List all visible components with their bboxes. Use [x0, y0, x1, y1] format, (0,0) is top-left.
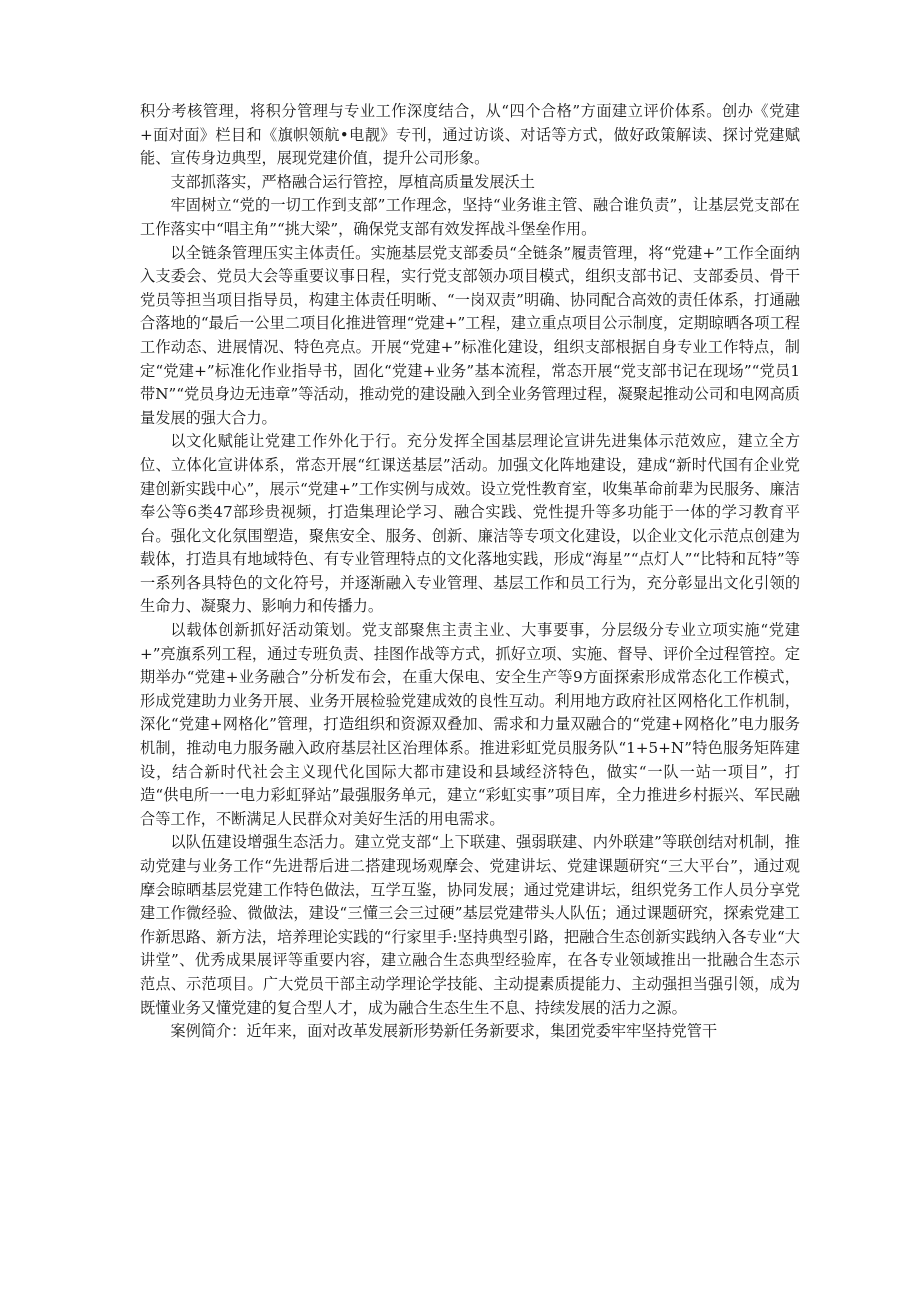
- paragraph-carrier-innovation: 以载体创新抓好活动策划。党支部聚焦主责主业、大事要事，分层级分专业立项实施“党建+”亮旗系列工程，通过专班负责、挂图作战等方式，抓好立项、实施、督导、评价全过程管控。定期举办“党建+业务融合”分析发布会，在重大保电、安全生产等9方面探索形成常态化工作模式，形成党建助力业务开展、业务开展检验党建成效的良性互动。利用地方政府社区网格化工作机制，深化“党建+网格化”管理，打造组织和资源双叠加、需求和力量双融合的“党建+网格化”电力服务机制，推动电力服务融入政府基层社区治理体系。推进彩虹党员服务队“1+5+N”特色服务矩阵建设，结合新时代社会主义现代化国际大都市建设和县域经济特色，做实“一队一站一项目”，打造“供电所一一电力彩虹驿站”最强服务单元，建立“彩虹实事”项目库，全力推进乡村振兴、军民融合等工作，不断满足人民群众对美好生活的用电需求。: [140, 621, 800, 828]
- section-heading-branch: 支部抓落实，严格融合运行管控，厚植高质量发展沃土: [170, 172, 535, 191]
- paragraph-scoring-management: 积分考核管理，将积分管理与专业工作深度结合，从“四个合格”方面建立评价体系。创办《党建+面对面》栏目和《旗帜领航•电靓》专刊，通过访谈、对话等方式，做好政策解读、探讨党建赋能、宣传身边典型，展现党建价值，提升公司形象。: [140, 102, 800, 168]
- document-page: [140, 100, 800, 1044]
- paragraph-branch-concept: 牢固树立“党的一切工作到支部”工作理念，坚持“业务谁主管、融合谁负责”，让基层党支部在工作落实中“唱主角”“挑大梁”，确保党支部有效发挥战斗堡垒作用。: [140, 196, 800, 238]
- paragraph-culture-empowerment: 以文化赋能让党建工作外化于行。充分发挥全国基层理论宣讲先进集体示范效应，建立全方位、立体化宣讲体系，常态开展“红课送基层”活动。加强文化阵地建设，建成“新时代国有企业党建创新实践中心”，展示“党建+”工作实例与成效。设立党性教育室，收集革命前辈为民服务、廉洁奉公等6类47部珍贵视频，打造集理论学习、融合实践、党性提升等多功能于一体的学习教育平台。强化文化氛围塑造，聚焦安全、服务、创新、廉洁等专项文化建设，以企业文化示范点创建为载体，打造具有地域特色、有专业管理特点的文化落地实践，形成“海星”“点灯人”“比特和瓦特”等一系列各具特色的文化符号，并逐渐融入专业管理、基层工作和员工行为，充分彰显出文化引领的生命力、凝聚力、影响力和传播力。: [140, 432, 800, 616]
- paragraph-team-building: 以队伍建设增强生态活力。建立党支部“上下联建、强弱联建、内外联建”等联创结对机制，推动党建与业务工作“先进帮后进二搭建现场观摩会、党建讲坛、党建课题研究“三大平台”，通过观摩会晾晒基层党建工作特色做法，互学互鉴，协同发展；通过党建讲坛，组织党务工作人员分享党建工作微经验、微做法，建设“三懂三会三过硬”基层党建带头人队伍；通过课题研究，探索党建工作新思路、新方法，培养理论实践的“行家里手:坚持典型引路，把融合生态创新实践纳入各专业“大讲堂”、优秀成果展评等重要内容，建立融合生态典型经验库，在各专业领域推出一批融合生态示范点、示范项目。广大党员干部主动学理论学技能、主动提素质提能力、主动强担当强引领，成为既懂业务又懂党建的复合型人才，成为融合生态生生不息、持续发展的活力之源。: [140, 833, 800, 1017]
- paragraph-case-intro: 案例简介：近年来，面对改革发展新形势新任务新要求，集团党委牢牢坚持党管干: [170, 1022, 718, 1041]
- paragraph-full-chain-management: 以全链条管理压实主体责任。实施基层党支部委员“全链条”履责管理，将“党建+”工作全面纳入支委会、党员大会等重要议事日程，实行党支部领办项目模式，组织支部书记、支部委员、骨干党员等担当项目指导员，构建主体责任明晰、“一岗双责”明确、协同配合高效的责任体系，打通融合落地的“最后一公里二项目化推进管理“党建+”工程，建立重点项目公示制度，定期晾晒各项工程工作动态、进展情况、特色亮点。开展“党建+”标准化建设，组织支部根据自身专业工作特点，制定“党建+”标准化作业指导书，固化“党建+业务”基本流程，常态开展“党支部书记在现场”“党员1带N”“党员身边无违章”等活动，推动党的建设融入到全业务管理过程，凝聚起推动公司和电网高质量发展的强大合力。: [140, 243, 800, 427]
